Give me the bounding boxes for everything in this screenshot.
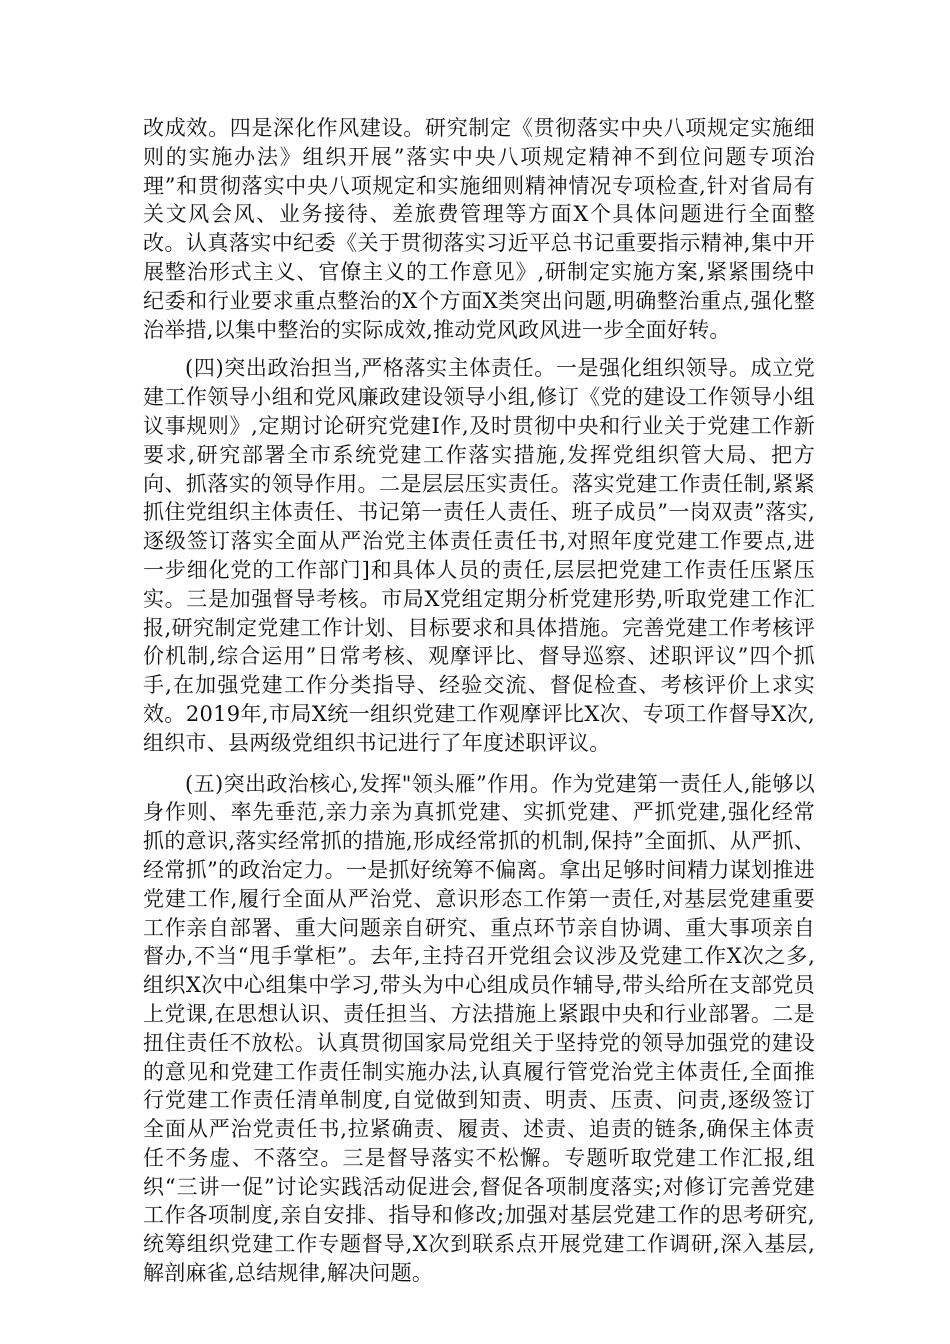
- paragraph-2: (四)突出政治担当,严格落实主体责任。一是强化组织领导。成立党建工作领导小组和党风廉政建设领导小组,修订《党的建设工作领导小组议事规则》,定期讨论研究党建I作,及时贯彻中央和行业关于党建工作新要求,研究部署全市系统党建工作落实措施,发挥党组织管大局、把方向、抓落实的领导作用。二是层层压实责任。落实党建工作责任制,紧紧抓住党组织主体责任、书记第一责任人责任、班子成员”一岗双责”落实,逐级签订落实全面从严治党主体责任责任书,对照年度党建工作要点,进一步细化党的工作部门]和具体人员的责任,层层把党建工作责任压紧压实。三是加强督导考核。市局X党组定期分析党建形势,听取党建工作汇报,研究制定党建工作计划、目标要求和具体措施。完善党建工作考核评价机制,综合运用”日常考核、观摩评比、督导巡察、述职评议”四个抓手,在加强党建工作分类指导、经验交流、督促检查、考核评价上求实效。2019年,市局X统一组织党建工作观摩评比X次、专项工作督导X次,组织市、县两级党组织书记进行了年度述职评议。: [143, 356, 815, 755]
- paragraph-1: 改成效。四是深化作风建设。研究制定《贯彻落实中央八项规定实施细则的实施办法》组织开展”落实中央八项规定精神不到位问题专项治理”和贯彻落实中央八项规定和实施细则精神情况专项检查,针对省局有关文风会风、业务接待、差旅费管理等方面X个具体问题进行全面整改。认真落实中纪委《关于贯彻落实习近平总书记重要指示精神,集中开展整治形式主义、官僚主义的工作意见》,研制定实施方案,紧紧围绕中纪委和行业要求重点整治的X个方面X类突出问题,明确整治重点,强化整治举措,以集中整治的实际成效,推动党风政风进一步全面好转。: [143, 116, 815, 342]
- paragraph-3: (五)突出政治核心,发挥"领头雁”作用。作为党建第一责任人,能够以身作则、率先垂范,亲力亲为真抓党建、实抓党建、严抓党建,强化经常抓的意识,落实经常抓的措施,形成经常抓的机制,保持”全面抓、从严抓、经常抓”的政治定力。一是抓好统筹不偏离。拿出足够时间精力谋划推进党建工作,履行全面从严治党、意识形态工作第一责任,对基层党建重要工作亲自部署、重大问题亲自研究、重点环节亲自协调、重大事项亲自督办,不当“甩手掌柜”。去年,主持召开党组会议涉及党建工作X次之多,组织X次中心组集中学习,带头为中心组成员作辅导,带头给所在支部党员上党课,在思想认识、责任担当、方法措施上紧跟中央和行业部署。二是扭住责任不放松。认真贯彻国家局党组关于坚持党的领导加强党的建设的意见和党建工作责任制实施办法,认真履行管党治党主体责任,全面推行党建工作责任清单制度,自觉做到知责、明责、压责、问责,逐级签订全面从严治党责任书,拉紧确责、履责、述责、追责的链条,确保主体责任不务虚、不落空。三是督导落实不松懈。专题听取党建工作汇报,组织“三讲一促”讨论实践活动促进会,督促各项制度落实;对修订完善党建工作各项制度,亲自安排、指导和修改;加强对基层党建工作的思考研究,统筹组织党建工作专题督导,X次到联系点开展党建工作调研,深入基层,解剖麻雀,总结规律,解决问题。: [143, 771, 815, 1286]
- document-body: [143, 114, 815, 1300]
